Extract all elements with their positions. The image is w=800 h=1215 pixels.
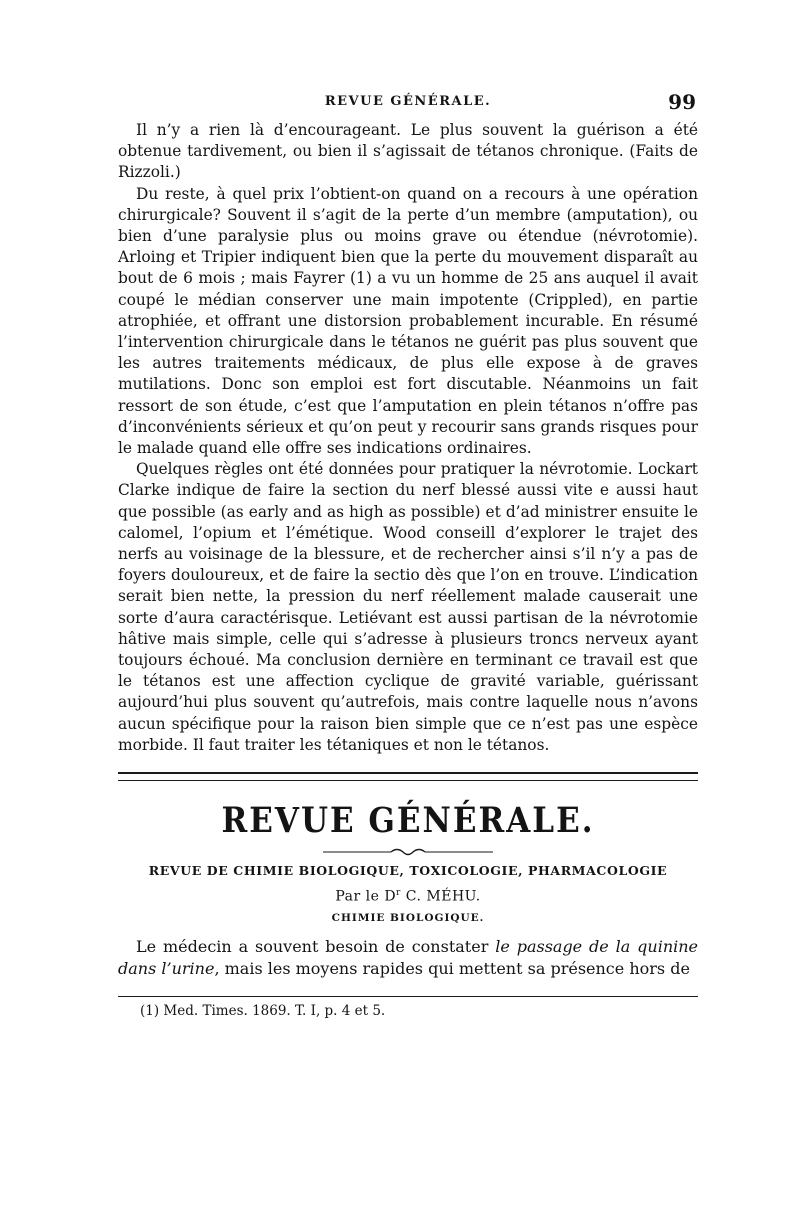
paragraph-3: Quelques règles ont été données pour pratiquer la névrotomie. Lockart Clarke indique de faire la section du nerf blessé aussi vite e aussi haut que possible (as early and as high as possible) et d’ad ministrer ensuite le calomel, l’opium et l’émétique. Wood conseill d’explorer le trajet des nerfs au voisinage de la blessure, et de rechercher ainsi s’il n’y a pas de foyers douloureux, et de faire la sectio dès que l’on en trouve. L’indication serait bien nette, la pression du nerf réellement malade causerait une sorte d’aura caractérisque. Letiévant est aussi partisan de la névrotomie hâtive mais simple, celle qui s’adresse à plusieurs troncs nerveux ayant toujours échoué. Ma conclusion dernière en terminant ce travail est que le tétanos est une affection cyclique de gravité variable, guérissant aujourd’hui plus souvent qu’autrefois, mais contre laquelle nous n’avons aucun spécifique pour la raison bien simple que ce n’est pas une espèce morbide. Il faut traiter les tétaniques et non le tétanos. [118,460,698,754]
lead-italic: le passage de la quinine dans l’urine [118,936,699,978]
subsection-heading: CHIMIE BIOLOGIQUE. [331,911,485,924]
running-head [118,92,698,120]
lead-paragraph [118,936,698,980]
lead-part-1: Le médecin a souvent besoin de constater [136,936,496,956]
running-title: REVUE GÉNÉRALE. [324,94,492,109]
page [118,92,698,1019]
lead-part-2: , mais les moyens rapides qui mettent sa présence hors de [214,958,690,978]
byline-prefix: Par le D [335,888,397,905]
paragraph-1: Il n’y a rien là d’encourageant. Le plus souvent la guérison a été obtenue tardivement, ou bien il s’agissait de tétanos chronique. (Faits de Rizzoli.) [118,121,698,182]
page-number: 99 [668,90,696,114]
paragraph-2: Du reste, à quel prix l’obtient-on quand on a recours à une opération chirurgicale? Souvent il s’agit de la perte d’un membre (amputation), ou bien d’une paralysie plus ou moins grave ou étendue (névrotomie). Arloing et Tripier indiquent bien que la perte du mouvement disparaît au bout de 6 mois ; mais Fayrer (1) a vu un homme de 25 ans auquel il avait coupé le médian conserver une main impotente (Crippled), en partie atrophiée, et offrant une distorsion probablement incurable. En résumé l’intervention chirurgicale dans le tétanos ne guérit pas plus souvent que les autres traitements médicaux, de plus elle expose à de graves mutilations. Donc son emploi est fort discutable. Néanmoins un fait ressort de son étude, c’est que l’amputation en plein tétanos n’offre pas d’inconvénients sérieux et qu’on peut y recourir sans grands risques pour le malade quand elle offre ses indications ordinaires. [118,184,698,458]
section-subtitle: REVUE DE CHIMIE BIOLOGIQUE, TOXICOLOGIE, PHARMACOLOGIE [148,863,668,879]
section-divider [118,772,698,781]
byline [118,888,698,905]
footnote-rule [118,996,698,997]
body-text [118,120,698,756]
byline-name: C. MÉHU. [400,888,481,905]
section-title: REVUE GÉNÉRALE. [221,800,595,842]
byline-sup: r [396,888,401,899]
ornament-flourish-icon [118,843,698,855]
footnote: (1) Med. Times. 1869. T. I, p. 4 et 5. [140,1002,386,1019]
